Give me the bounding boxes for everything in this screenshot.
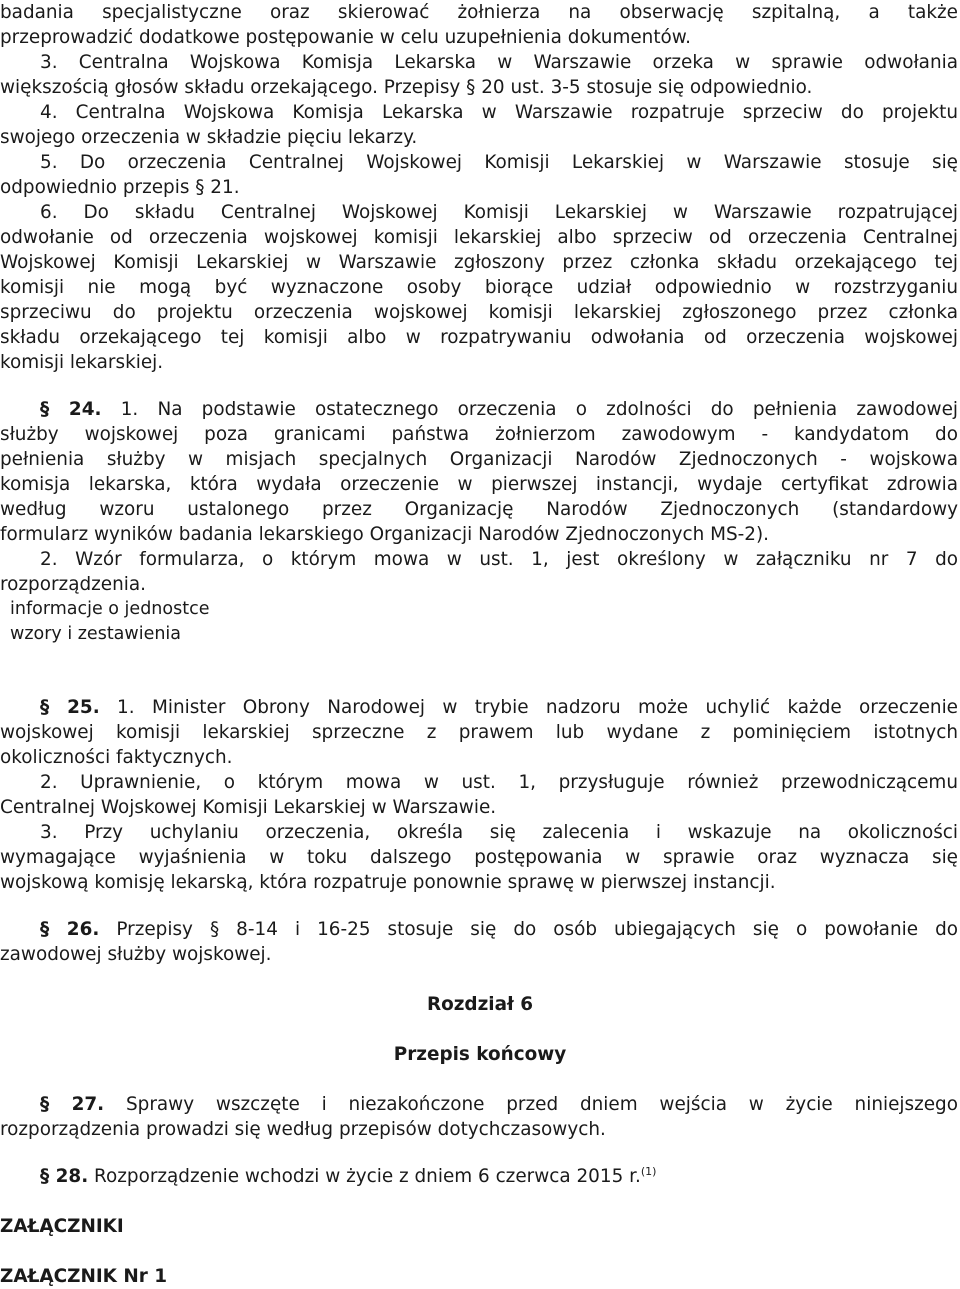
text-span: 1. Minister Obrony Narodowej w trybie nadzoru może uchylić każde orzeczenie	[99, 697, 958, 718]
text-line: 5. Do orzeczenia Centralnej Wojskowej Komisji Lekarskiej w Warszawie stosuje się	[40, 152, 958, 173]
text-line: Centralnej Wojskowej Komisji Lekarskiej w Warszawie.	[0, 797, 497, 818]
text-line: komisji nie mogą być wyznaczone osoby biorące udział odpowiednio w rozstrzyganiu	[0, 277, 958, 298]
chapter-title: Przepis końcowy	[393, 1044, 567, 1065]
section-number-26: § 26.	[40, 919, 100, 940]
text-span: Przepisy § 8-14 i 16-25 stosuje się do osób ubiegających się o powołanie do	[99, 919, 958, 940]
text-line: 2. Wzór formularza, o którym mowa w ust. 1, jest określony w załączniku nr 7 do	[40, 549, 958, 570]
section-number-25: § 25.	[40, 697, 100, 718]
text-line: sprzeciwu do projektu orzeczenia wojskowej komisji lekarskiej zgłoszonego przez członka	[0, 302, 958, 323]
text-line: Wojskowej Komisji Lekarskiej w Warszawie zgłoszony przez członka składu orzekającego tej	[0, 252, 958, 273]
text-span: Sprawy wszczęte i niezakończone przed dniem wejścia w życie niniejszego	[104, 1094, 958, 1115]
templates-link[interactable]: wzory i zestawienia	[10, 624, 182, 644]
text-line: 4. Centralna Wojskowa Komisja Lekarska w Warszawie rozpatruje sprzeciw do projektu	[40, 102, 958, 123]
paragraph-24-line	[40, 397, 958, 422]
annex-1-heading: ZAŁĄCZNIK Nr 1	[0, 1266, 167, 1287]
paragraph-25-line	[40, 695, 958, 720]
text-line: swojego orzeczenia w składzie pięciu lekarzy.	[0, 127, 418, 148]
text-line: wojskowej komisji lekarskiej sprzeczne z prawem lub wydane z pominięciem istotnych	[0, 722, 958, 743]
text-span: Rozporządzenie wchodzi w życie z dniem 6 czerwca 2015 r.	[88, 1166, 641, 1187]
text-line: rozporządzenia.	[0, 574, 146, 595]
paragraph-27-line	[40, 1092, 958, 1117]
text-line: formularz wyników badania lekarskiego Organizacji Narodów Zjednoczonych MS-2).	[0, 524, 770, 545]
text-line: 2. Uprawnienie, o którym mowa w ust. 1, przysługuje również przewodniczącemu	[40, 772, 958, 793]
info-link[interactable]: informacje o jednostce	[10, 599, 210, 619]
text-span: 1. Na podstawie ostatecznego orzeczenia o zdolności do pełnienia zawodowej	[101, 399, 958, 420]
paragraph-26-line	[40, 917, 958, 942]
text-line: 3. Przy uchylaniu orzeczenia, określa się zalecenia i wskazuje na okoliczności	[40, 822, 958, 843]
text-line: rozporządzenia prowadzi się według przepisów dotychczasowych.	[0, 1119, 606, 1140]
footnote-marker[interactable]: (1)	[640, 1164, 657, 1178]
text-line: komisji lekarskiej.	[0, 352, 164, 373]
text-line: 6. Do składu Centralnej Wojskowej Komisji Lekarskiej w Warszawie rozpatrującej	[40, 202, 958, 223]
text-line: badania specjalistyczne oraz skierować żołnierza na obserwację szpitalną, a także	[0, 2, 958, 23]
text-line: odwołanie od orzeczenia wojskowej komisji lekarskiej albo sprzeciw od orzeczenia Centralnej	[0, 227, 958, 248]
section-number-27: § 27.	[40, 1094, 105, 1115]
text-line: większością głosów składu orzekającego. Przepisy § 20 ust. 3-5 stosuje się odpowiednio.	[0, 77, 813, 98]
text-line: składu orzekającego tej komisji albo w rozpatrywaniu odwołania od orzeczenia wojskowej	[0, 327, 958, 348]
text-line: okoliczności faktycznych.	[0, 747, 233, 768]
text-line: wymagające wyjaśnienia w toku dalszego postępowania w sprawie oraz wyznacza się	[0, 847, 958, 868]
text-line: pełnienia służby w misjach specjalnych Organizacji Narodów Zjednoczonych - wojskowa	[0, 449, 958, 470]
section-number-28: § 28.	[40, 1166, 89, 1187]
text-line: służby wojskowej poza granicami państwa żołnierzom zawodowym - kandydatom do	[0, 424, 958, 445]
text-line: zawodowej służby wojskowej.	[0, 944, 272, 965]
text-line: przeprowadzić dodatkowe postępowanie w celu uzupełnienia dokumentów.	[0, 27, 691, 48]
chapter-heading: Rozdział 6	[426, 994, 534, 1015]
annexes-heading: ZAŁĄCZNIKI	[0, 1216, 124, 1237]
paragraph-28-line	[40, 1164, 958, 1189]
text-line: 3. Centralna Wojskowa Komisja Lekarska w Warszawie orzeka w sprawie odwołania	[40, 52, 958, 73]
text-line: wojskową komisję lekarską, która rozpatruje ponownie sprawę w pierwszej instancji.	[0, 872, 776, 893]
text-line: komisja lekarska, która wydała orzeczenie w pierwszej instancji, wydaje certyfikat zdrowia	[0, 474, 958, 495]
text-line: odpowiednio przepis § 21.	[0, 177, 240, 198]
section-number-24: § 24.	[40, 399, 102, 420]
text-line: według wzoru ustalonego przez Organizację Narodów Zjednoczonych (standardowy	[0, 499, 958, 520]
